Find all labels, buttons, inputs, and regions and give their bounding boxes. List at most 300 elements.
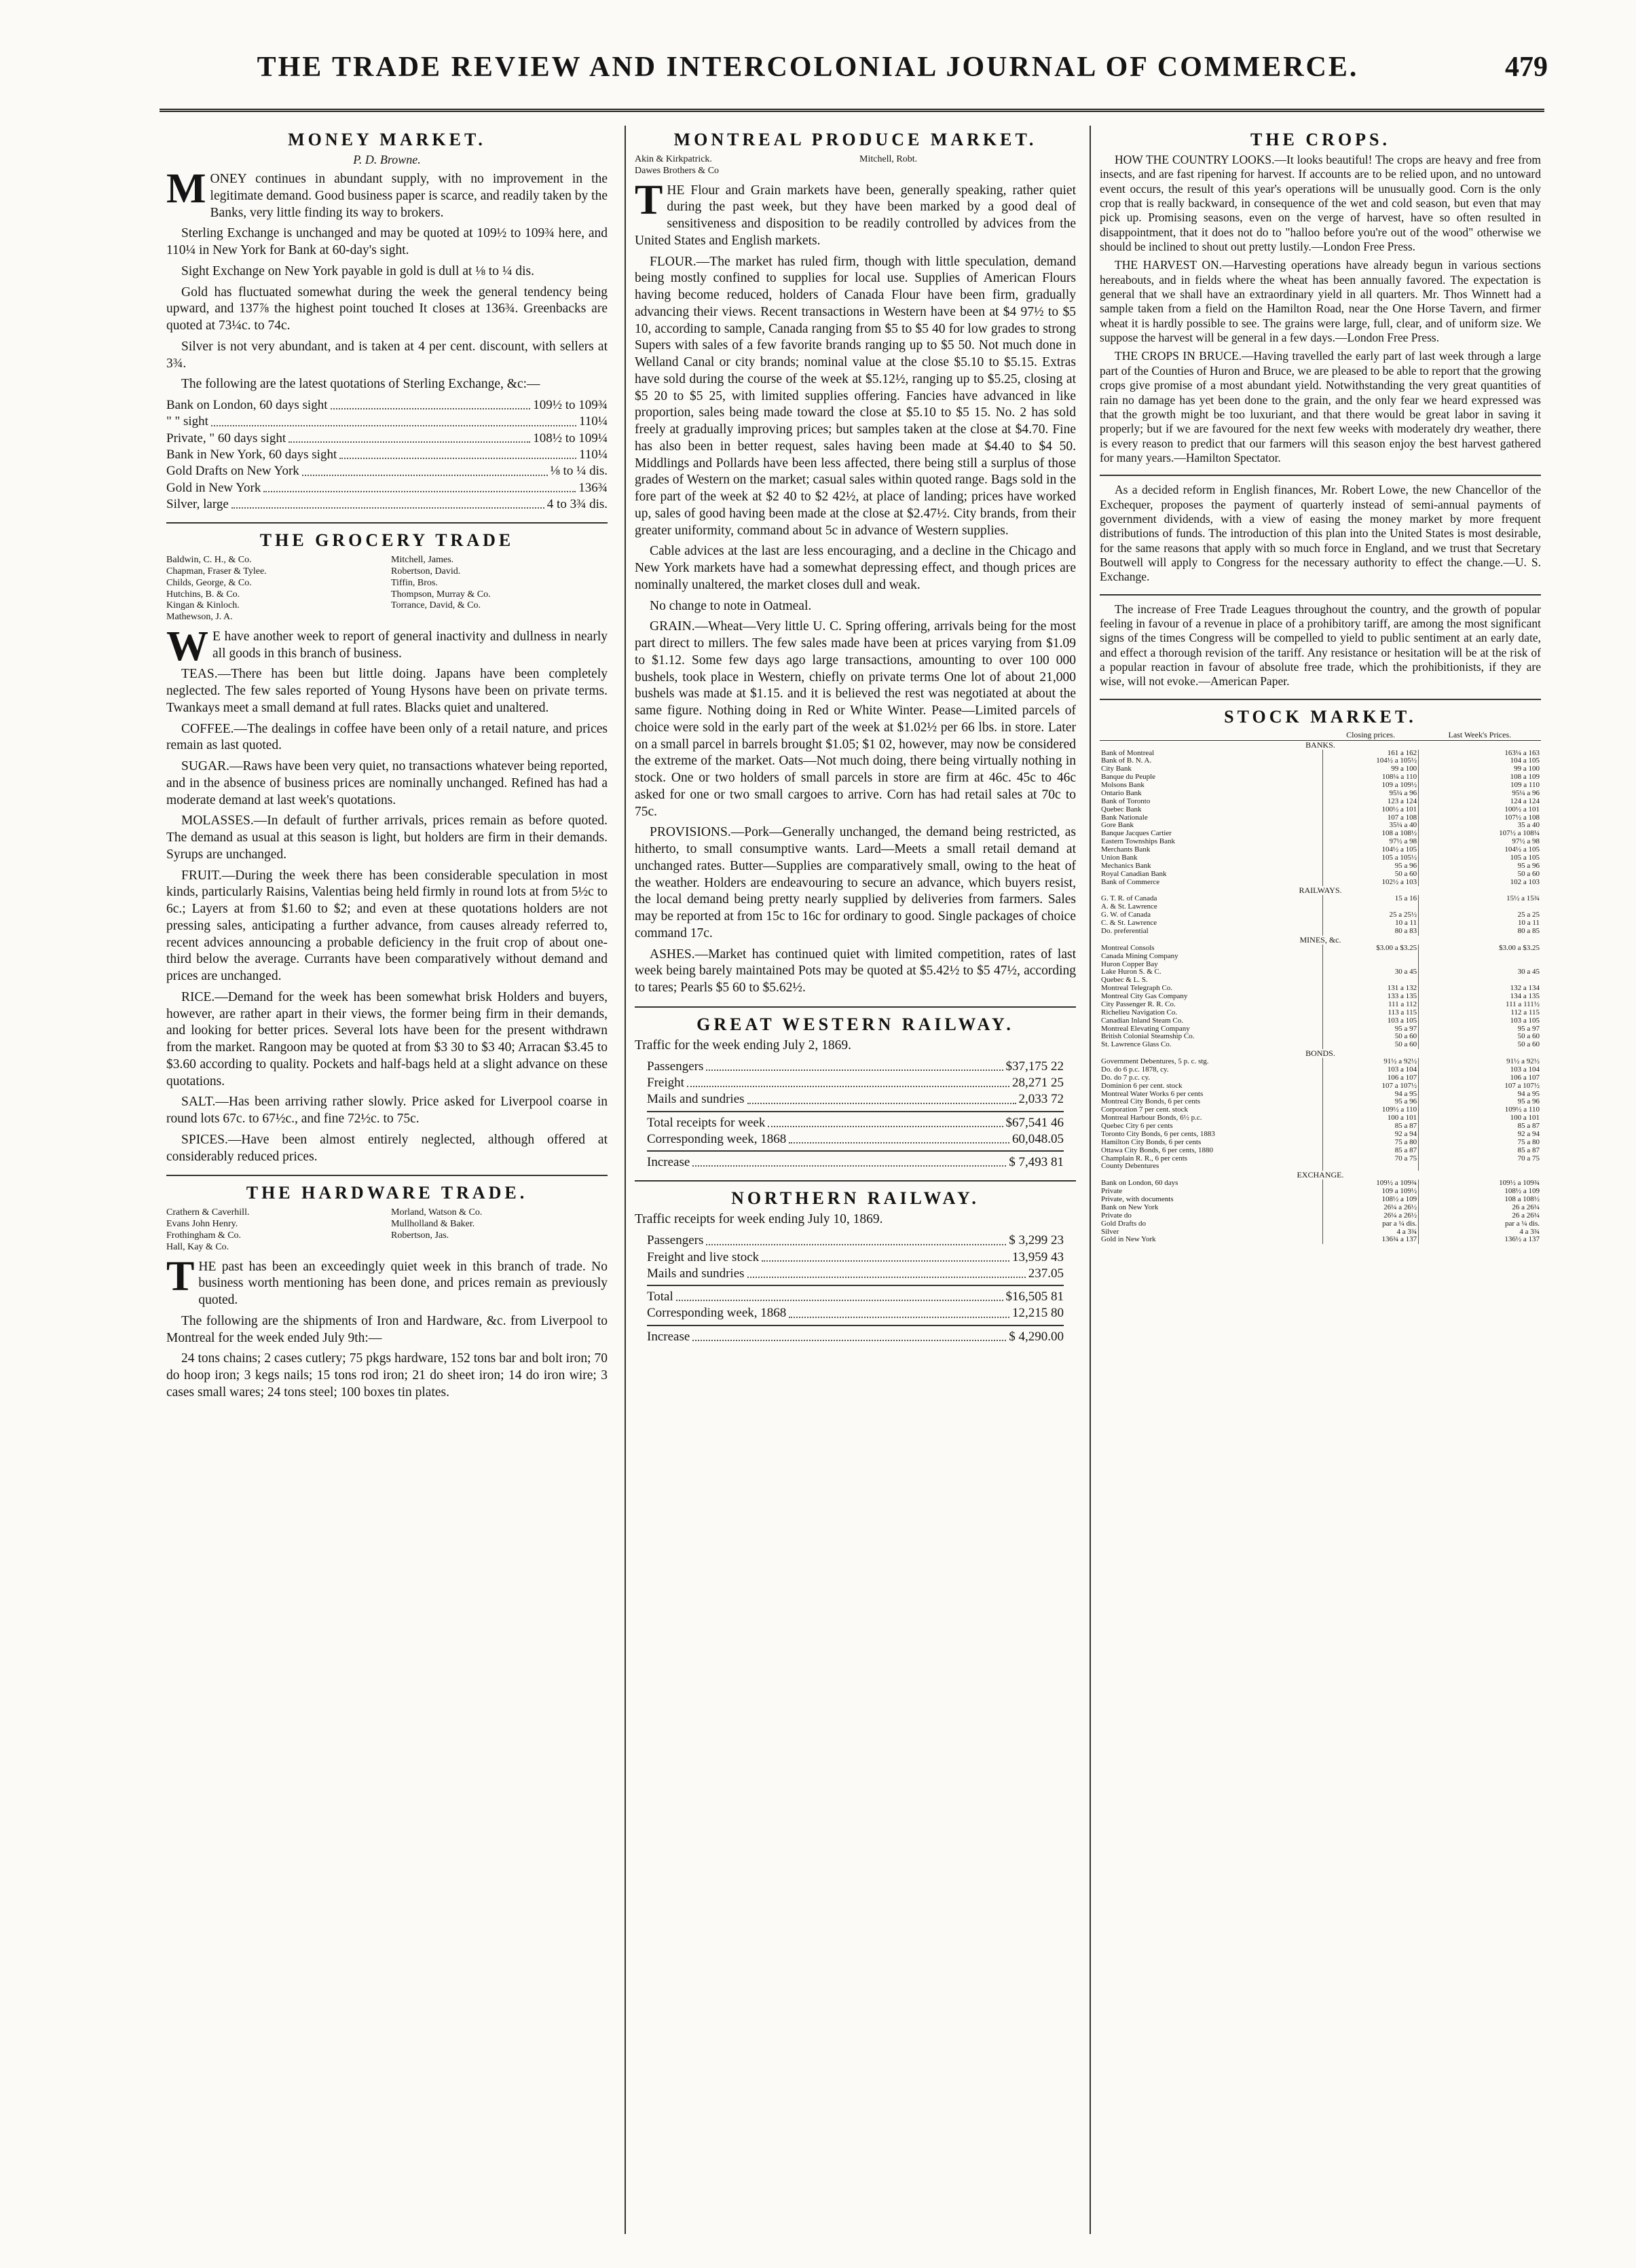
stock-last-week-price: 26 a 26¼ <box>1419 1204 1541 1212</box>
stock-row <box>1100 993 1541 1001</box>
stock-last-week-price: 95 a 97 <box>1419 1025 1541 1034</box>
stock-last-week-price: 111 a 111½ <box>1419 1001 1541 1009</box>
stock-name: Ottawa City Bonds, 6 per cents, 1880 <box>1101 1146 1213 1154</box>
stock-row <box>1100 1212 1541 1220</box>
stock-row <box>1100 862 1541 871</box>
finance-reform-article: As a decided reform in English finances, Mr. Robert Lowe, the new Chancellor of the Exchequer, proposes the payment of quarterly instead of semi-annual payments of government dividends, with a view of easing the money market by more frequent distributions of funds. The introduction of this plan into the United States is most desirable, for the same reasons that apply with so much force in England, and we trust that Secretary Boutwell will apply to Congress for the necessary authority to effect the change.—U. S. Exchange. <box>1100 483 1541 584</box>
quote-label: Silver, large <box>166 496 229 511</box>
produce-para: THE Flour and Grain markets have been, generally speaking, rather quiet during the past week, but they have been marked by a good deal of sensitiveness and disposition to be readily controlled by advices from the United States and English markets. <box>635 177 1076 248</box>
stock-market-table <box>1100 730 1541 1245</box>
dot-leader <box>706 1232 1006 1245</box>
stock-group-row <box>1100 1171 1541 1179</box>
firm-name: Evans John Henry. <box>166 1219 238 1230</box>
traffic-label: Passengers <box>647 1059 704 1074</box>
stock-closing-price: 107 a 108 <box>1323 814 1419 822</box>
quote-label: Gold in New York <box>166 480 261 495</box>
stock-last-week-price: 85 a 87 <box>1419 1122 1541 1131</box>
stock-closing-price: 25 a 25½ <box>1323 911 1419 919</box>
great-western-heading: GREAT WESTERN RAILWAY. <box>696 1014 1014 1034</box>
stock-last-week-price: 97½ a 98 <box>1419 838 1541 846</box>
stock-closing-price: 109½ a 109¾ <box>1323 1179 1419 1188</box>
produce-para: GRAIN.—Wheat—Very little U. C. Spring offering, arrivals being for the most part direct to millers. The few sales made have been at prices varying from $1.09 to $1.12. Some few days ago large transactions, amounting to over 100 000 bushels, took place in Western, chiefly on private terms One lot of about 21,000 bushels was made at $1.15. and it is believed the rest was negotiated at about the same figure. Nothing doing in Red or White Winter. Pease—Limited parcels of choice were sold in the early part of the week at $1.02½ per 66 lbs. in store. Later on a small parcel in barrels brought $1.05; $1 02, however, may now be considered the extreme of the market. Oats—Not much doing, there being virtually nothing in stock. One or two holders of small parcels in store are firm at 46c. 45c to 46c asked for one or two small cargoes to arrive. Corn has had retail sales at 70c to 75c. <box>635 619 1076 819</box>
stock-name: Banque Jacques Cartier <box>1101 830 1172 838</box>
stock-closing-price: 92 a 94 <box>1323 1131 1419 1139</box>
firm-name: Hall, Kay & Co. <box>166 1241 229 1252</box>
stock-row <box>1100 1106 1541 1114</box>
stock-row <box>1100 798 1541 806</box>
produce-para: Cable advices at the last are less encouraging, and a decline in the Chicago and New York markets have had a somewhat depressing effect, and though prices are nominally unaltered, the market closes dull and weak. <box>635 544 1076 592</box>
firm-name: Childs, George, & Co. <box>166 577 252 588</box>
firm-name: Akin & Kirkpatrick. <box>635 154 712 164</box>
stock-closing-price: 109½ a 110 <box>1323 1106 1419 1114</box>
produce-market-section <box>635 130 1076 997</box>
stock-name: Montreal Elevating Company <box>1101 1025 1190 1033</box>
stock-name: Bank of Montreal <box>1101 749 1155 757</box>
grocery-trade-section <box>166 530 608 1165</box>
stock-row <box>1100 765 1541 773</box>
stock-closing-price: 26¼ a 26½ <box>1323 1212 1419 1220</box>
firm-name: Thompson, Murray & Co. <box>391 589 491 600</box>
firm-name: Mitchell, Robt. <box>859 154 918 164</box>
stock-row <box>1100 903 1541 911</box>
northern-railway-traffic-table <box>647 1232 1064 1345</box>
traffic-value: $16,505 81 <box>1005 1290 1064 1304</box>
traffic-label: Total receipts for week <box>647 1115 766 1130</box>
crops-para: HOW THE COUNTRY LOOKS.—It looks beautiful! The crops are heavy and free from insects, and are fast ripening for harvest. If accounts are to be relied upon, and no untoward event occurs, the result of this year's operations will be unusually good. Corn is the only crop that is really backward, in consequence of the wet and cold season, but even that may pick up. Promising seasons, even on the verge of harvest, have so often resulted in disappointment, that it does not do to "halloo before you're out of the wood" otherwise we should be inclined to shout out pretty lustily.—London Free Press. <box>1100 153 1541 254</box>
traffic-value: 28,271 25 <box>1012 1075 1064 1090</box>
stock-row <box>1100 782 1541 790</box>
stock-group-row <box>1100 740 1541 749</box>
stock-name: Champlain R. R., 6 per cents <box>1101 1154 1188 1163</box>
stock-last-week-price: 94 a 95 <box>1419 1091 1541 1099</box>
stock-group-label: EXCHANGE. <box>1297 1170 1344 1180</box>
stock-group-label: RAILWAYS. <box>1299 885 1342 896</box>
stock-closing-price: 80 a 83 <box>1323 928 1419 936</box>
northern-railway-subtitle: Traffic receipts for week ending July 10, 1869. <box>635 1212 883 1227</box>
stock-name: Mechanics Bank <box>1101 862 1151 870</box>
firm-name: Mullholland & Baker. <box>391 1219 475 1230</box>
stock-name: Silver <box>1101 1228 1119 1236</box>
stock-row <box>1100 1098 1541 1106</box>
stock-last-week-price: 109½ a 110 <box>1419 1106 1541 1114</box>
stock-name: Do. do 7 p.c. cy. <box>1101 1074 1150 1082</box>
money-market-para: Gold has fluctuated somewhat during the week the general tendency being upward, and 137⅞ the highest point touched It closes at 136¾. Greenbacks are quoted at 73¼c. to 74c. <box>166 285 608 333</box>
traffic-row <box>647 1131 1064 1148</box>
money-market-heading: MONEY MARKET. <box>288 130 486 149</box>
firm-name: Frothingham & Co. <box>166 1230 242 1241</box>
stock-row <box>1100 854 1541 862</box>
stock-group-label: MINES, &c. <box>1299 934 1341 945</box>
stock-row <box>1100 871 1541 879</box>
dot-leader <box>762 1249 1009 1262</box>
stock-name: Private do <box>1101 1211 1132 1220</box>
stock-closing-price: 75 a 80 <box>1323 1139 1419 1147</box>
stock-closing-price: 94 a 95 <box>1323 1091 1419 1099</box>
stock-name: Merchants Bank <box>1101 846 1151 854</box>
dot-leader <box>339 447 576 459</box>
quote-value: 110¼ <box>578 414 608 429</box>
stock-name: Montreal City Bonds, 6 per cents <box>1101 1098 1201 1106</box>
great-western-traffic-table <box>647 1059 1064 1171</box>
traffic-label: Corresponding week, 1868 <box>647 1306 787 1321</box>
great-western-section <box>635 1014 1076 1171</box>
masthead-rule <box>160 109 1544 112</box>
firm-name: Crathern & Caverhill. <box>166 1207 250 1218</box>
money-market-byline: P. D. Browne. <box>353 153 421 166</box>
stock-last-week-price: 104½ a 105 <box>1419 846 1541 854</box>
stock-header-closing: Closing prices. <box>1323 730 1419 740</box>
stock-name: Bank of Toronto <box>1101 797 1151 805</box>
sterling-quotes-list <box>166 397 608 513</box>
stock-last-week-price: 107½ a 108 <box>1419 814 1541 822</box>
hardware-firms-list <box>166 1207 608 1253</box>
stock-last-week-price: 112 a 115 <box>1419 1009 1541 1017</box>
stock-row <box>1100 1058 1541 1066</box>
page-number: 479 <box>1505 52 1548 83</box>
stock-market-heading: STOCK MARKET. <box>1224 706 1417 727</box>
stock-last-week-price: 95¼ a 96 <box>1419 790 1541 798</box>
stock-name: Molsons Bank <box>1101 782 1145 790</box>
hardware-trade-heading: THE HARDWARE TRADE. <box>246 1183 528 1203</box>
stock-last-week-price: 91½ a 92½ <box>1419 1058 1541 1066</box>
stock-name: Gold Drafts do <box>1101 1220 1146 1228</box>
produce-para: FLOUR.—The market has ruled firm, though with little speculation, demand being mostly confined to supplies for local use. Supplies of American Flours having become reduced, holders of Canada Flour have been firm, gradually advancing their views. Recent transactions in Western have been at $4 97½ to $5 10, according to sample, Canada ranging from $5 to $5 40 for low grades to strong Supers with sales of a few favorite brands ranging up to $5 50. Not much done in Welland Canal or city brands; nominal value at the close $5.10 to $5.15. Extras have sold during the course of the week at $5.12½, ranging up to $5.25, closing at $5 20 to $5 25, with limited supplies offering. Fancies have advanced in like proportion, sales being made toward the close at $5.10 to $5 15. No. 2 has sold freely at gradually improving prices; but samples taken at the close at $4.70. Fine has also been in better request, sales having been made at $4.40 to $4 50. Middlings and Pollards have been less affected, there being still a surplus of those grades of Western on the market; casual sales within quoted range. Bags sold in the fore part of the week at $2 40 to $2 42½, at place of landing; prices have worked up, sales of good having been made at the close at $2.47½. City brands, from their greater uniformity, command about 5c in advance of Western supplies. <box>635 254 1076 538</box>
stock-last-week-price: 15½ a 15¾ <box>1419 895 1541 903</box>
quote-value: 110¼ <box>578 447 608 462</box>
stock-row <box>1100 911 1541 919</box>
stock-name: Hamilton City Bonds, 6 per cents <box>1101 1138 1202 1146</box>
stock-closing-price: 106 a 107 <box>1323 1074 1419 1082</box>
produce-para: PROVISIONS.—Pork—Generally unchanged, the demand being restricted, as hitherto, to small consumptive wants. Lard—Meets a small retail demand at unchanged rates. Butter—Supplies are comparatively small, owing to the heat of the weather. Holders are endeavouring to secure an advance, which buyers resist, the local demand being pretty nearly supplied by deliveries from farmers. Sales may be reported at from 15c to 16c for ordinary to good. Single packages of choice command 17c. <box>635 825 1076 940</box>
quote-row <box>166 463 608 479</box>
stock-group-row <box>1100 1049 1541 1058</box>
grocery-para: MOLASSES.—In default of further arrivals, prices remain as before quoted. The demand as usual at this season is light, but holders are firm in their demands. Syrups are unchanged. <box>166 813 608 862</box>
traffic-row <box>647 1232 1064 1249</box>
stock-row <box>1100 1017 1541 1025</box>
quote-row <box>166 447 608 463</box>
stock-closing-price: 100½ a 101 <box>1323 806 1419 814</box>
stock-row <box>1100 953 1541 961</box>
quote-label: Private, " 60 days sight <box>166 431 286 445</box>
crops-para: THE HARVEST ON.—Harvesting operations have already begun in various sections hereabouts, and in fields where the wheat has been annually favored. The expectation is general that we shall have an extraordinary yield in all quarters. Mr. Thos Winnett had a sample taken from a field on the Hamilton Road, near the One Horse Tavern, and firmer wheat it is hardly possible to see. The grains were large, full, clear, and of uniform size. We suppose the harvest will be general in a few days.—London Free Press. <box>1100 258 1541 345</box>
dot-leader <box>747 1091 1016 1103</box>
northern-railway-section <box>635 1188 1076 1345</box>
firm-name: Chapman, Fraser & Tylee. <box>166 566 267 577</box>
dot-leader <box>676 1289 1003 1301</box>
stock-closing-price: 85 a 87 <box>1323 1122 1419 1131</box>
stock-closing-price: 104½ a 105 <box>1323 846 1419 854</box>
quote-label: Gold Drafts on New York <box>166 464 299 479</box>
firm-name <box>391 612 608 623</box>
stock-row <box>1100 806 1541 814</box>
stock-name: Government Debentures, 5 p. c. stg. <box>1101 1058 1209 1066</box>
traffic-label: Passengers <box>647 1233 704 1248</box>
stock-row <box>1100 976 1541 985</box>
stock-name: Gold in New York <box>1101 1236 1156 1244</box>
produce-market-heading: MONTREAL PRODUCE MARKET. <box>673 130 1037 149</box>
stock-closing-price: 108 a 108½ <box>1323 830 1419 838</box>
dot-leader <box>231 496 544 509</box>
stock-last-week-price: 100½ a 101 <box>1419 806 1541 814</box>
stock-name: Quebec & L. S. <box>1101 976 1148 985</box>
stock-last-week-price: 106 a 107 <box>1419 1074 1541 1082</box>
stock-row <box>1100 1074 1541 1082</box>
quote-value: 109½ to 109¾ <box>533 398 608 412</box>
stock-closing-price: 123 a 124 <box>1323 798 1419 806</box>
grocery-para: COFFEE.—The dealings in coffee have been only of a retail nature, and prices remain as last quoted. <box>166 721 608 753</box>
stock-name: Gore Bank <box>1101 822 1134 830</box>
stock-closing-price: 103 a 104 <box>1323 1066 1419 1074</box>
grocery-para: SALT.—Has been arriving rather slowly. Price asked for Liverpool coarse in round lots 67c. to 67½c., and fine 72½c. to 75c. <box>166 1095 608 1127</box>
stock-last-week-price: 26 a 26¼ <box>1419 1212 1541 1220</box>
stock-closing-price: 111 a 112 <box>1323 1001 1419 1009</box>
stock-closing-price: 99 a 100 <box>1323 765 1419 773</box>
stock-name: Bank of Commerce <box>1101 878 1160 886</box>
dot-leader <box>302 463 548 475</box>
column-2 <box>635 126 1076 2234</box>
traffic-row <box>647 1266 1064 1282</box>
stock-name: Do. preferential <box>1101 927 1149 935</box>
stock-closing-price: $3.00 a $3.25 <box>1323 945 1419 953</box>
stock-last-week-price: 99 a 100 <box>1419 765 1541 773</box>
stock-row <box>1100 830 1541 838</box>
column-rule-1 <box>625 126 626 2234</box>
divider <box>1100 699 1541 700</box>
stock-row <box>1100 961 1541 969</box>
stock-closing-price: 161 a 162 <box>1323 750 1419 758</box>
stock-closing-price: 107 a 107½ <box>1323 1082 1419 1091</box>
stock-name: G. T. R. of Canada <box>1101 895 1157 903</box>
money-market-para: Sterling Exchange is unchanged and may be quoted at 109½ to 109¾ here, and 110¼ in New York for Bank at 60-day's sight. <box>166 226 608 257</box>
stock-last-week-price: 132 a 134 <box>1419 985 1541 993</box>
stock-group-row <box>1100 886 1541 895</box>
stock-name: Royal Canadian Bank <box>1101 870 1167 878</box>
stock-name: Huron Copper Bay <box>1101 960 1158 968</box>
stock-closing-price: 95 a 96 <box>1323 1098 1419 1106</box>
stock-last-week-price: 100 a 101 <box>1419 1114 1541 1122</box>
stock-row <box>1100 1009 1541 1017</box>
quote-value: ⅛ to ¼ dis. <box>550 464 608 479</box>
stock-closing-price: 95 a 96 <box>1323 862 1419 871</box>
crops-heading: THE CROPS. <box>1250 130 1391 149</box>
masthead-title: THE TRADE REVIEW AND INTERCOLONIAL JOURNAL OF COMMERCE. <box>257 52 1359 83</box>
stock-name: Canada Mining Company <box>1101 952 1178 960</box>
stock-last-week-price: 85 a 87 <box>1419 1147 1541 1155</box>
stock-name: Union Bank <box>1101 854 1138 862</box>
firm-name: Hutchins, B. & Co. <box>166 589 240 600</box>
stock-last-week-price: par a ¼ dis. <box>1419 1220 1541 1228</box>
produce-para: ASHES.—Market has continued quiet with limited competition, rates of last week being barely maintained Pots may be quoted at $5.42½ to $5 47½, according to tares; Pearls $5 60 to $5.62½. <box>635 947 1076 995</box>
stock-row <box>1100 968 1541 976</box>
stock-closing-price: 50 a 60 <box>1323 871 1419 879</box>
stock-name: Canadian Inland Steam Co. <box>1101 1017 1183 1025</box>
stock-name: Private <box>1101 1188 1123 1196</box>
traffic-row <box>647 1249 1064 1266</box>
dot-leader <box>747 1266 1026 1278</box>
masthead <box>102 51 1548 98</box>
stock-last-week-price: 105 a 105 <box>1419 854 1541 862</box>
dot-leader <box>706 1059 1003 1071</box>
stock-name: Quebec City 6 per cents <box>1101 1122 1173 1131</box>
money-market-para: Sight Exchange on New York payable in gold is dull at ⅛ to ¼ dis. <box>181 263 534 278</box>
stock-last-week-price: 136½ a 137 <box>1419 1236 1541 1244</box>
stock-last-week-price: 35 a 40 <box>1419 822 1541 830</box>
stock-last-week-price: 4 a 3¾ <box>1419 1228 1541 1237</box>
stock-name: Ontario Bank <box>1101 789 1142 797</box>
stock-last-week-price: 50 a 60 <box>1419 871 1541 879</box>
dot-leader <box>289 431 530 443</box>
hardware-para: The following are the shipments of Iron and Hardware, &c. from Liverpool to Montreal for the week ended July 9th:— <box>166 1313 608 1345</box>
stock-last-week-price: 109 a 110 <box>1419 782 1541 790</box>
stock-closing-price: 85 a 87 <box>1323 1147 1419 1155</box>
stock-closing-price: 35¼ a 40 <box>1323 822 1419 830</box>
stock-name: Bank on New York <box>1101 1203 1159 1211</box>
stock-closing-price: 131 a 132 <box>1323 985 1419 993</box>
stock-name: Montreal Water Works 6 per cents <box>1101 1090 1204 1098</box>
stock-name: G. W. of Canada <box>1101 911 1151 919</box>
stock-row <box>1100 1131 1541 1139</box>
dot-leader <box>687 1075 1009 1087</box>
stock-row <box>1100 846 1541 854</box>
traffic-value: $ 4,290.00 <box>1009 1329 1064 1344</box>
stock-last-week-price: 92 a 94 <box>1419 1131 1541 1139</box>
hardware-trade-section <box>166 1183 608 1401</box>
stock-last-week-price: 102 a 103 <box>1419 879 1541 887</box>
divider <box>166 522 608 524</box>
traffic-value: $ 3,299 23 <box>1009 1233 1064 1248</box>
traffic-value: 60,048.05 <box>1012 1131 1064 1146</box>
quote-row <box>166 480 608 496</box>
stock-closing-price: 100 a 101 <box>1323 1114 1419 1122</box>
stock-closing-price: 50 a 60 <box>1323 1041 1419 1049</box>
hardware-para: THE past has been an exceedingly quiet week in this branch of trade. No business worth mentioning has been done, and prices remain as previously quoted. <box>166 1253 608 1308</box>
great-western-subtitle: Traffic for the week ending July 2, 1869. <box>635 1038 851 1053</box>
stock-closing-price <box>1323 953 1419 961</box>
stock-market-rows <box>1100 740 1541 1244</box>
traffic-value: $ 7,493 81 <box>1009 1155 1064 1170</box>
stock-name: Quebec Bank <box>1101 805 1142 813</box>
traffic-label: Total <box>647 1290 673 1304</box>
stock-row <box>1100 1204 1541 1212</box>
stock-name: City Passenger R. R. Co. <box>1101 1000 1176 1008</box>
firm-name: Morland, Watson & Co. <box>391 1207 483 1218</box>
traffic-row <box>647 1059 1064 1075</box>
stock-row <box>1100 1091 1541 1099</box>
stock-row <box>1100 985 1541 993</box>
quote-value: 4 to 3¾ dis. <box>546 496 608 511</box>
quote-value: 108½ to 109¼ <box>533 431 608 445</box>
divider <box>635 1006 1076 1008</box>
traffic-label: Mails and sundries <box>647 1266 745 1281</box>
stock-row <box>1100 773 1541 782</box>
stock-closing-price: 108¼ a 110 <box>1323 773 1419 782</box>
stock-last-week-price: 134 a 135 <box>1419 993 1541 1001</box>
stock-closing-price: 109 a 109½ <box>1323 1188 1419 1196</box>
divider <box>1100 594 1541 596</box>
firm-name: Robertson, David. <box>391 566 461 577</box>
stock-row <box>1100 1033 1541 1041</box>
traffic-label: Corresponding week, 1868 <box>647 1131 787 1146</box>
firm-name: Mitchell, James. <box>391 555 454 566</box>
stock-closing-price: 113 a 115 <box>1323 1009 1419 1017</box>
stock-row <box>1100 1082 1541 1091</box>
stock-row <box>1100 814 1541 822</box>
stock-row <box>1100 1220 1541 1228</box>
stock-last-week-price: 108 a 109 <box>1419 773 1541 782</box>
crops-section <box>1100 130 1541 465</box>
quote-row <box>166 431 608 447</box>
firm-name: Baldwin, C. H., & Co. <box>166 555 252 566</box>
divider <box>166 1175 608 1176</box>
crops-para: THE CROPS IN BRUCE.—Having travelled the early part of last week through a large part of the Counties of Huron and Bruce, we are pleased to be able to report that the growing crops give promise of a most abundant yield. Notwithstanding the very great quantities of rain no damage has yet been done to the grain, and the only fear we heard expressed was that the growth might be too luxuriant, and that there would be great labor in saving it properly; but if we are favoured for the next few weeks with moderately dry weather, there is every reason to predict that our farmers will this season enjoy the best harvest gathered for many years.—Hamilton Spectator. <box>1100 349 1541 464</box>
stock-last-week-price: 25 a 25 <box>1419 911 1541 919</box>
stock-closing-price: 26¼ a 26½ <box>1323 1204 1419 1212</box>
traffic-row <box>647 1325 1064 1345</box>
traffic-value: 13,959 43 <box>1012 1249 1064 1264</box>
stock-name: Richelieu Navigation Co. <box>1101 1008 1178 1017</box>
firm-name: Mathewson, J. A. <box>166 612 233 623</box>
stock-last-week-price: 80 a 85 <box>1419 928 1541 936</box>
traffic-value: $67,541 46 <box>1005 1115 1064 1130</box>
money-market-para: Silver is not very abundant, and is taken at 4 per cent. discount, with sellers at 3¾. <box>166 339 608 371</box>
stock-closing-price: 4 a 3¾ <box>1323 1228 1419 1237</box>
stock-row <box>1100 1122 1541 1131</box>
produce-para: No change to note in Oatmeal. <box>650 598 812 613</box>
grocery-firms-list <box>166 555 608 623</box>
stock-name: Lake Huron S. & C. <box>1101 968 1161 976</box>
stock-name: Bank Nationale <box>1101 813 1148 822</box>
stock-closing-price: 105 a 105½ <box>1323 854 1419 862</box>
stock-last-week-price: 10 a 11 <box>1419 919 1541 928</box>
hardware-para: 24 tons chains; 2 cases cutlery; 75 pkgs hardware, 152 tons bar and bolt iron; 70 do hoop iron; 3 kegs nails; 15 tons rod iron; 21 do sheet iron; 14 do iron wire; 3 cases small wares; 24 tons steel; 100 boxes tin plates. <box>166 1351 608 1400</box>
divider <box>635 1180 1076 1182</box>
money-market-section <box>166 130 608 513</box>
stock-last-week-price: 108½ a 109 <box>1419 1188 1541 1196</box>
stock-closing-price: 109 a 109½ <box>1323 782 1419 790</box>
grocery-para: RICE.—Demand for the week has been somewhat brisk Holders and buyers, however, are rather apart in their views, the former being firm in their demands, and looking for better prices. Several lots have been for the present withdrawn from the market. Rangoon may be quoted at from $3 30 to $3 40; Arracan $3.45 to $3.60 according to quality. Pockets and half-bags held at a slight advance on these quotations. <box>166 989 608 1089</box>
stock-name: Toronto City Bonds, 6 per cents, 1883 <box>1101 1130 1215 1138</box>
dot-leader <box>211 414 576 426</box>
stock-closing-price: 15 a 16 <box>1323 895 1419 903</box>
traffic-label: Freight and live stock <box>647 1249 760 1264</box>
stock-last-week-price <box>1419 1163 1541 1171</box>
grocery-para: TEAS.—There has been but little doing. Japans have been completely neglected. The few sales reported of Young Hysons have been on private terms. Twankays meet a small demand at full rates. Blacks quiet and unaltered. <box>166 667 608 715</box>
stock-name: City Bank <box>1101 765 1132 773</box>
stock-row <box>1100 945 1541 953</box>
stock-name: Dominion 6 per cent. stock <box>1101 1082 1183 1090</box>
stock-closing-price: par a ¼ dis. <box>1323 1220 1419 1228</box>
stock-closing-price: 97½ a 98 <box>1323 838 1419 846</box>
traffic-row <box>647 1111 1064 1131</box>
dot-leader <box>768 1115 1003 1127</box>
dot-leader <box>692 1154 1006 1167</box>
stock-last-week-price: 70 a 75 <box>1419 1155 1541 1163</box>
stock-row <box>1100 1066 1541 1074</box>
stock-last-week-price: 107½ a 108¼ <box>1419 830 1541 838</box>
traffic-row <box>647 1150 1064 1171</box>
stock-last-week-price: 124 a 124 <box>1419 798 1541 806</box>
column-3 <box>1100 126 1541 2234</box>
quote-row <box>166 496 608 513</box>
stock-closing-price: 95 a 97 <box>1323 1025 1419 1034</box>
stock-group-label: BONDS. <box>1305 1048 1335 1059</box>
stock-last-week-price: 103 a 104 <box>1419 1066 1541 1074</box>
stock-last-week-price: 108 a 108½ <box>1419 1196 1541 1204</box>
stock-row <box>1100 1139 1541 1147</box>
quote-row <box>166 414 608 430</box>
stock-row <box>1100 822 1541 830</box>
stock-closing-price: 50 a 60 <box>1323 1033 1419 1041</box>
